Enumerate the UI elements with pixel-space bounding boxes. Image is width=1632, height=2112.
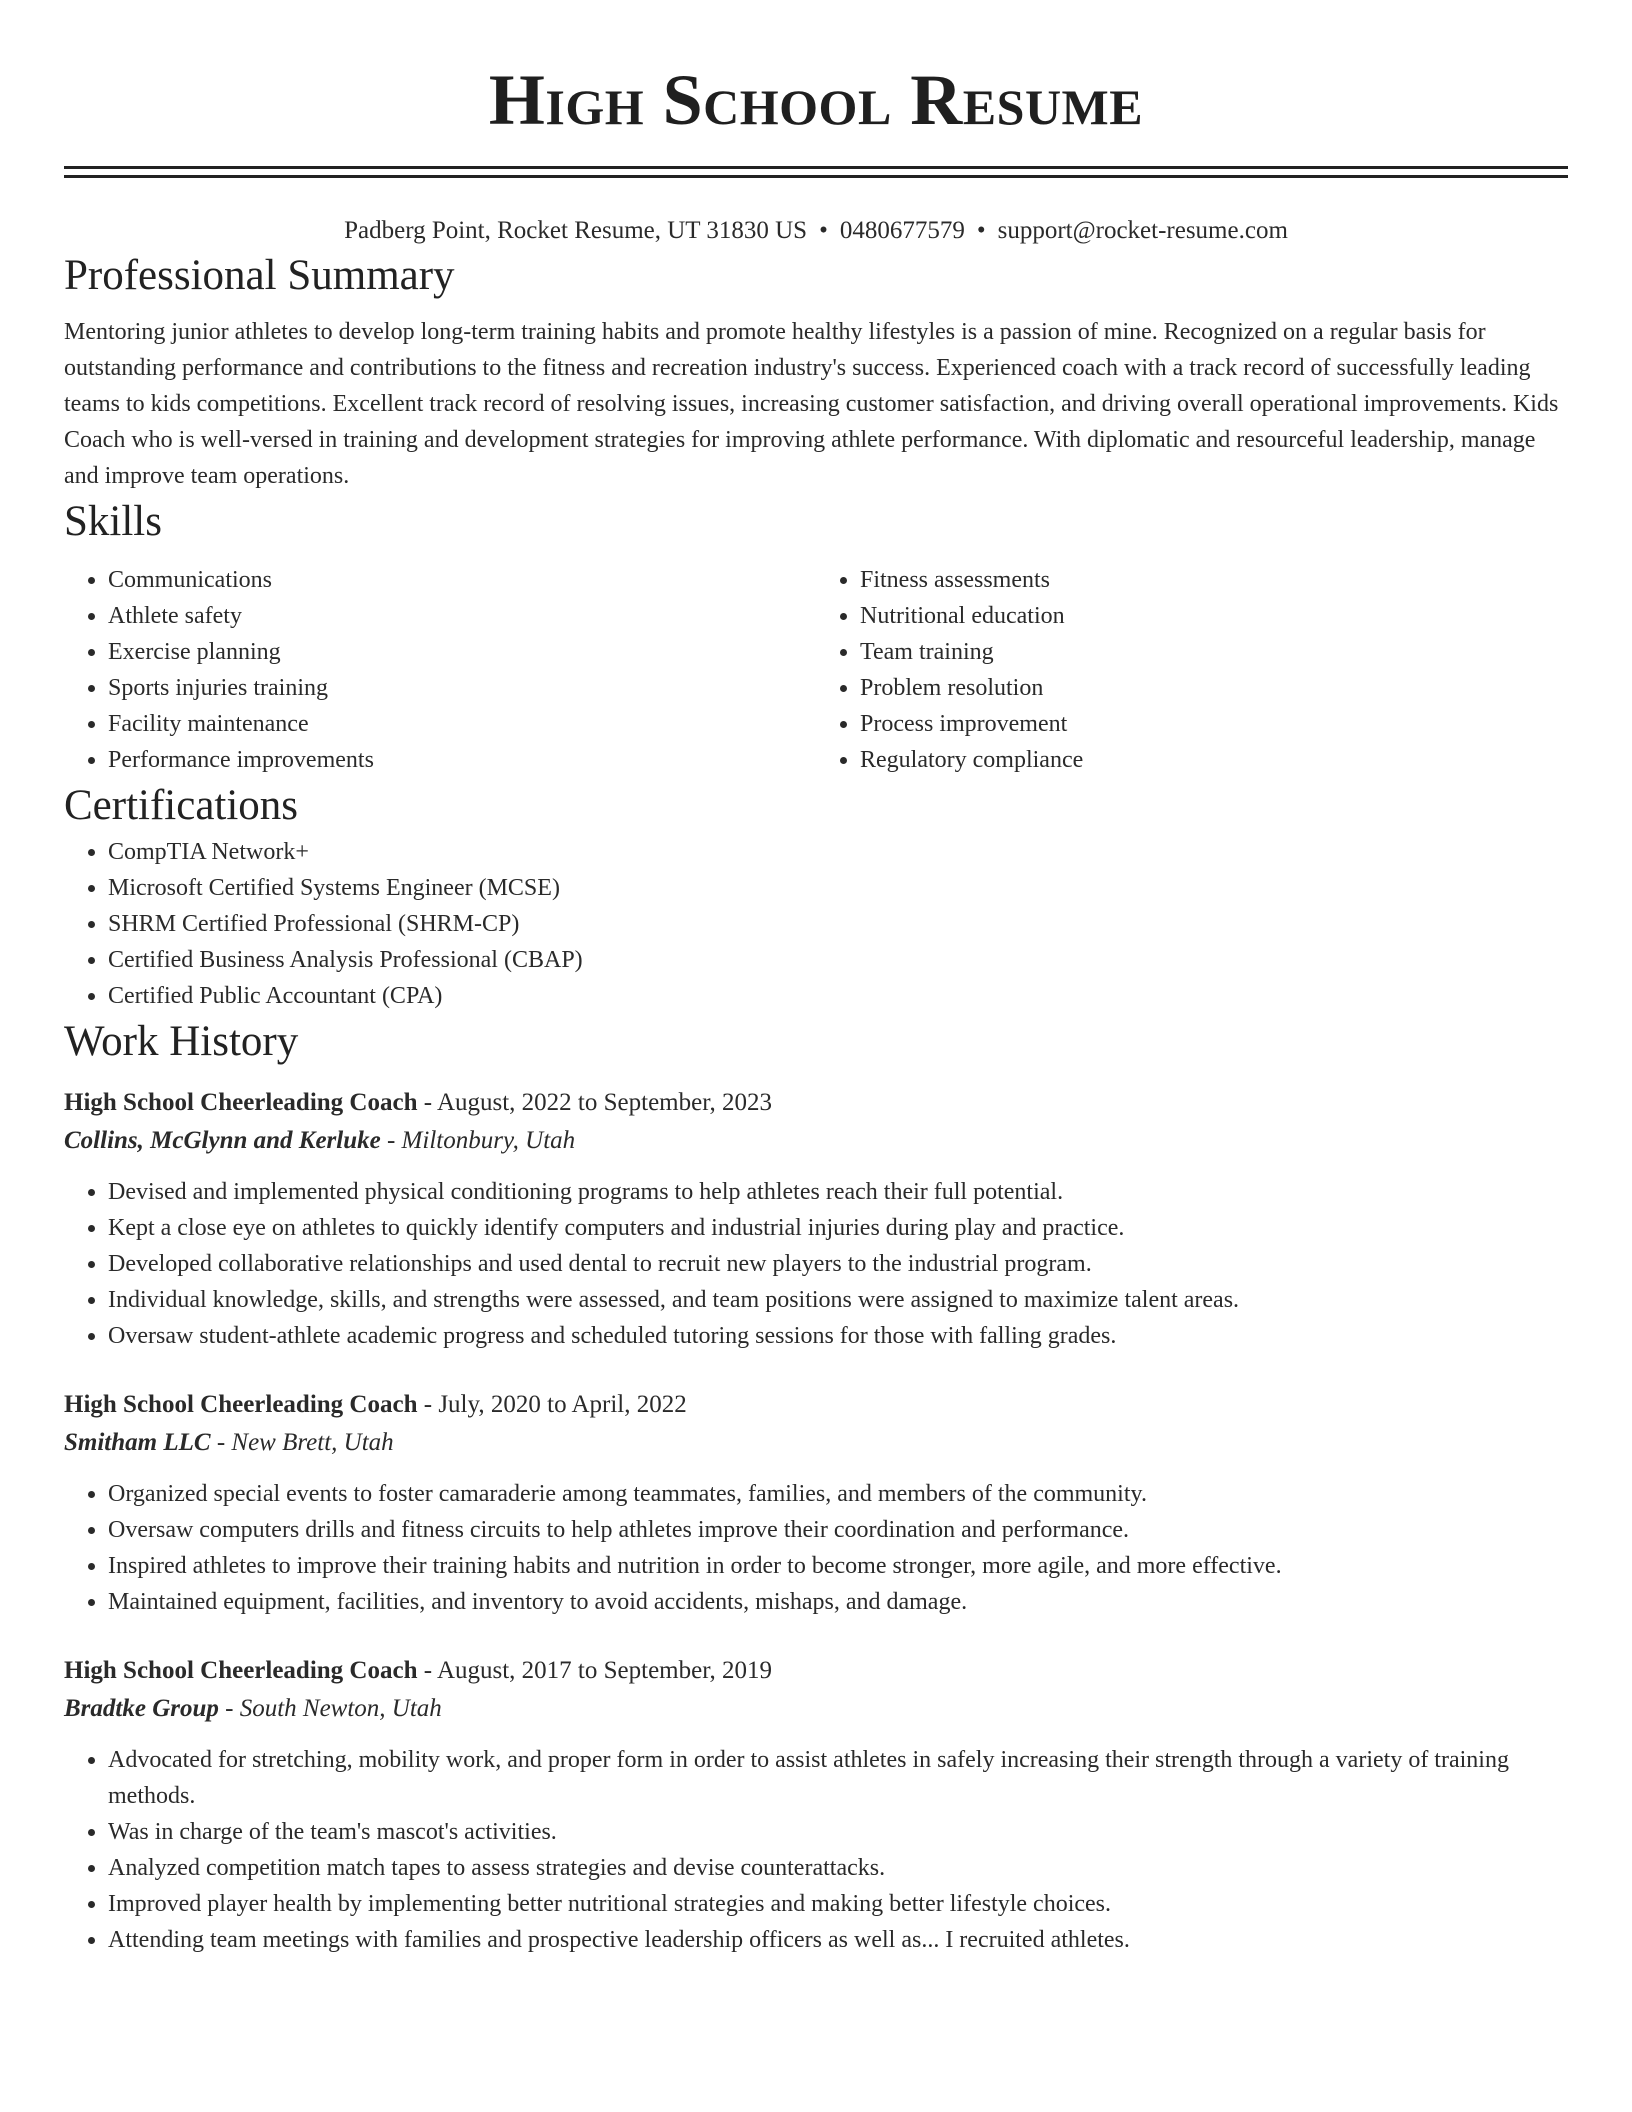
work-history-heading: Work History xyxy=(64,1018,299,1065)
job-bullet: • Organized special events to foster camaraderie among teammates, families, and members of the community. xyxy=(108,1476,1568,1512)
skill-item: • Process improvement xyxy=(860,706,1568,742)
job-company-line xyxy=(64,1122,1568,1160)
job-bullet: • Oversaw computers drills and fitness circuits to help athletes improve their coordination and performance. xyxy=(108,1512,1568,1548)
skill-item: • Nutritional education xyxy=(860,598,1568,634)
title-divider-top xyxy=(64,166,1568,169)
skills-columns xyxy=(64,562,1568,778)
contact-address: Padberg Point, Rocket Resume, UT 31830 US xyxy=(344,217,808,244)
job-bullets xyxy=(64,1476,1568,1620)
job-title: High School Cheerleading Coach xyxy=(64,1089,418,1116)
contact-phone: 0480677579 xyxy=(839,217,965,244)
job-company: Collins, McGlynn and Kerluke xyxy=(64,1127,381,1154)
job-company: Bradtke Group xyxy=(64,1695,219,1722)
job-title-line xyxy=(64,1084,1568,1122)
job-bullet: • Inspired athletes to improve their training habits and nutrition in order to become stronger, more agile, and more effective. xyxy=(108,1548,1568,1584)
job-location: - Miltonbury, Utah xyxy=(380,1127,576,1154)
job-bullet: • Kept a close eye on athletes to quickly identify computers and industrial injuries during play and practice. xyxy=(108,1210,1568,1246)
contact-separator: • xyxy=(976,217,986,244)
job-bullet: • Improved player health by implementing better nutritional strategies and making better lifestyle choices. xyxy=(108,1886,1568,1922)
skill-item: • Fitness assessments xyxy=(860,562,1568,598)
job-title-line xyxy=(64,1652,1568,1690)
job-bullet: • Individual knowledge, skills, and strengths were assessed, and team positions were assigned to maximize talent areas. xyxy=(108,1282,1568,1318)
job-entry xyxy=(64,1386,1568,1620)
skill-item: • Exercise planning xyxy=(108,634,816,670)
job-company-line xyxy=(64,1424,1568,1462)
skill-item: • Communications xyxy=(108,562,816,598)
skill-item: • Facility maintenance xyxy=(108,706,816,742)
job-dates: - July, 2020 to April, 2022 xyxy=(417,1391,687,1418)
job-bullets xyxy=(64,1174,1568,1354)
certifications-list xyxy=(64,834,1568,1014)
job-dates: - August, 2022 to September, 2023 xyxy=(417,1089,773,1116)
certifications-heading: Certifications xyxy=(64,782,299,829)
certification-item: • Certified Business Analysis Professional (CBAP) xyxy=(108,942,1568,978)
skill-item: • Regulatory compliance xyxy=(860,742,1568,778)
contact-line xyxy=(64,214,1568,248)
certification-item: • Certified Public Accountant (CPA) xyxy=(108,978,1568,1014)
contact-email: support@rocket-resume.com xyxy=(997,217,1288,244)
job-location: - New Brett, Utah xyxy=(210,1429,394,1456)
job-bullet: • Analyzed competition match tapes to assess strategies and devise counterattacks. xyxy=(108,1850,1568,1886)
summary-text: Mentoring junior athletes to develop long-term training habits and promote healthy lifestyles is a passion of mine. Recognized on a regular basis for outstanding performance and contributions to the fitness and recreation industry's success. Experienced coach with a track record of successfully leading teams to kids competitions. Excellent track record of resolving issues, increasing customer satisfaction, and driving overall operational improvements. Kids Coach who is well-versed in training and development strategies for improving athlete performance. With diplomatic and resourceful leadership, manage and improve team operations. xyxy=(64,319,1559,489)
job-bullet: • Maintained equipment, facilities, and inventory to avoid accidents, mishaps, and damage. xyxy=(108,1584,1568,1620)
job-bullet: • Was in charge of the team's mascot's activities. xyxy=(108,1814,1568,1850)
resume-page xyxy=(64,0,1568,1958)
job-title: High School Cheerleading Coach xyxy=(64,1391,418,1418)
certification-item: • SHRM Certified Professional (SHRM-CP) xyxy=(108,906,1568,942)
skill-item: • Performance improvements xyxy=(108,742,816,778)
summary-heading: Professional Summary xyxy=(64,252,455,299)
skill-item: • Problem resolution xyxy=(860,670,1568,706)
job-bullet: • Devised and implemented physical conditioning programs to help athletes reach their full potential. xyxy=(108,1174,1568,1210)
title-divider-bottom xyxy=(64,175,1568,178)
job-company: Smitham LLC xyxy=(64,1429,211,1456)
certification-item: • Microsoft Certified Systems Engineer (MCSE) xyxy=(108,870,1568,906)
job-title-line xyxy=(64,1386,1568,1424)
skills-heading: Skills xyxy=(64,498,162,545)
job-bullet: • Attending team meetings with families and prospective leadership officers as well as... I recruited athletes. xyxy=(108,1922,1568,1958)
job-bullets xyxy=(64,1742,1568,1958)
skill-item: • Athlete safety xyxy=(108,598,816,634)
job-entry xyxy=(64,1652,1568,1958)
job-title: High School Cheerleading Coach xyxy=(64,1657,418,1684)
job-location: - South Newton, Utah xyxy=(218,1695,442,1722)
job-bullet: • Developed collaborative relationships and used dental to recruit new players to the industrial program. xyxy=(108,1246,1568,1282)
job-entry xyxy=(64,1084,1568,1354)
skills-list-left xyxy=(64,562,816,778)
resume-title: High School Resume xyxy=(488,60,1144,140)
skills-list-right xyxy=(816,562,1568,778)
job-bullet: • Advocated for stretching, mobility work, and proper form in order to assist athletes in safely increasing their strength through a variety of training methods. xyxy=(108,1742,1568,1814)
job-bullet: • Oversaw student-athlete academic progress and scheduled tutoring sessions for those with falling grades. xyxy=(108,1318,1568,1354)
skill-item: • Team training xyxy=(860,634,1568,670)
certification-item: • CompTIA Network+ xyxy=(108,834,1568,870)
contact-separator: • xyxy=(819,217,828,244)
job-dates: - August, 2017 to September, 2019 xyxy=(417,1657,773,1684)
skill-item: • Sports injuries training xyxy=(108,670,816,706)
job-company-line xyxy=(64,1690,1568,1728)
